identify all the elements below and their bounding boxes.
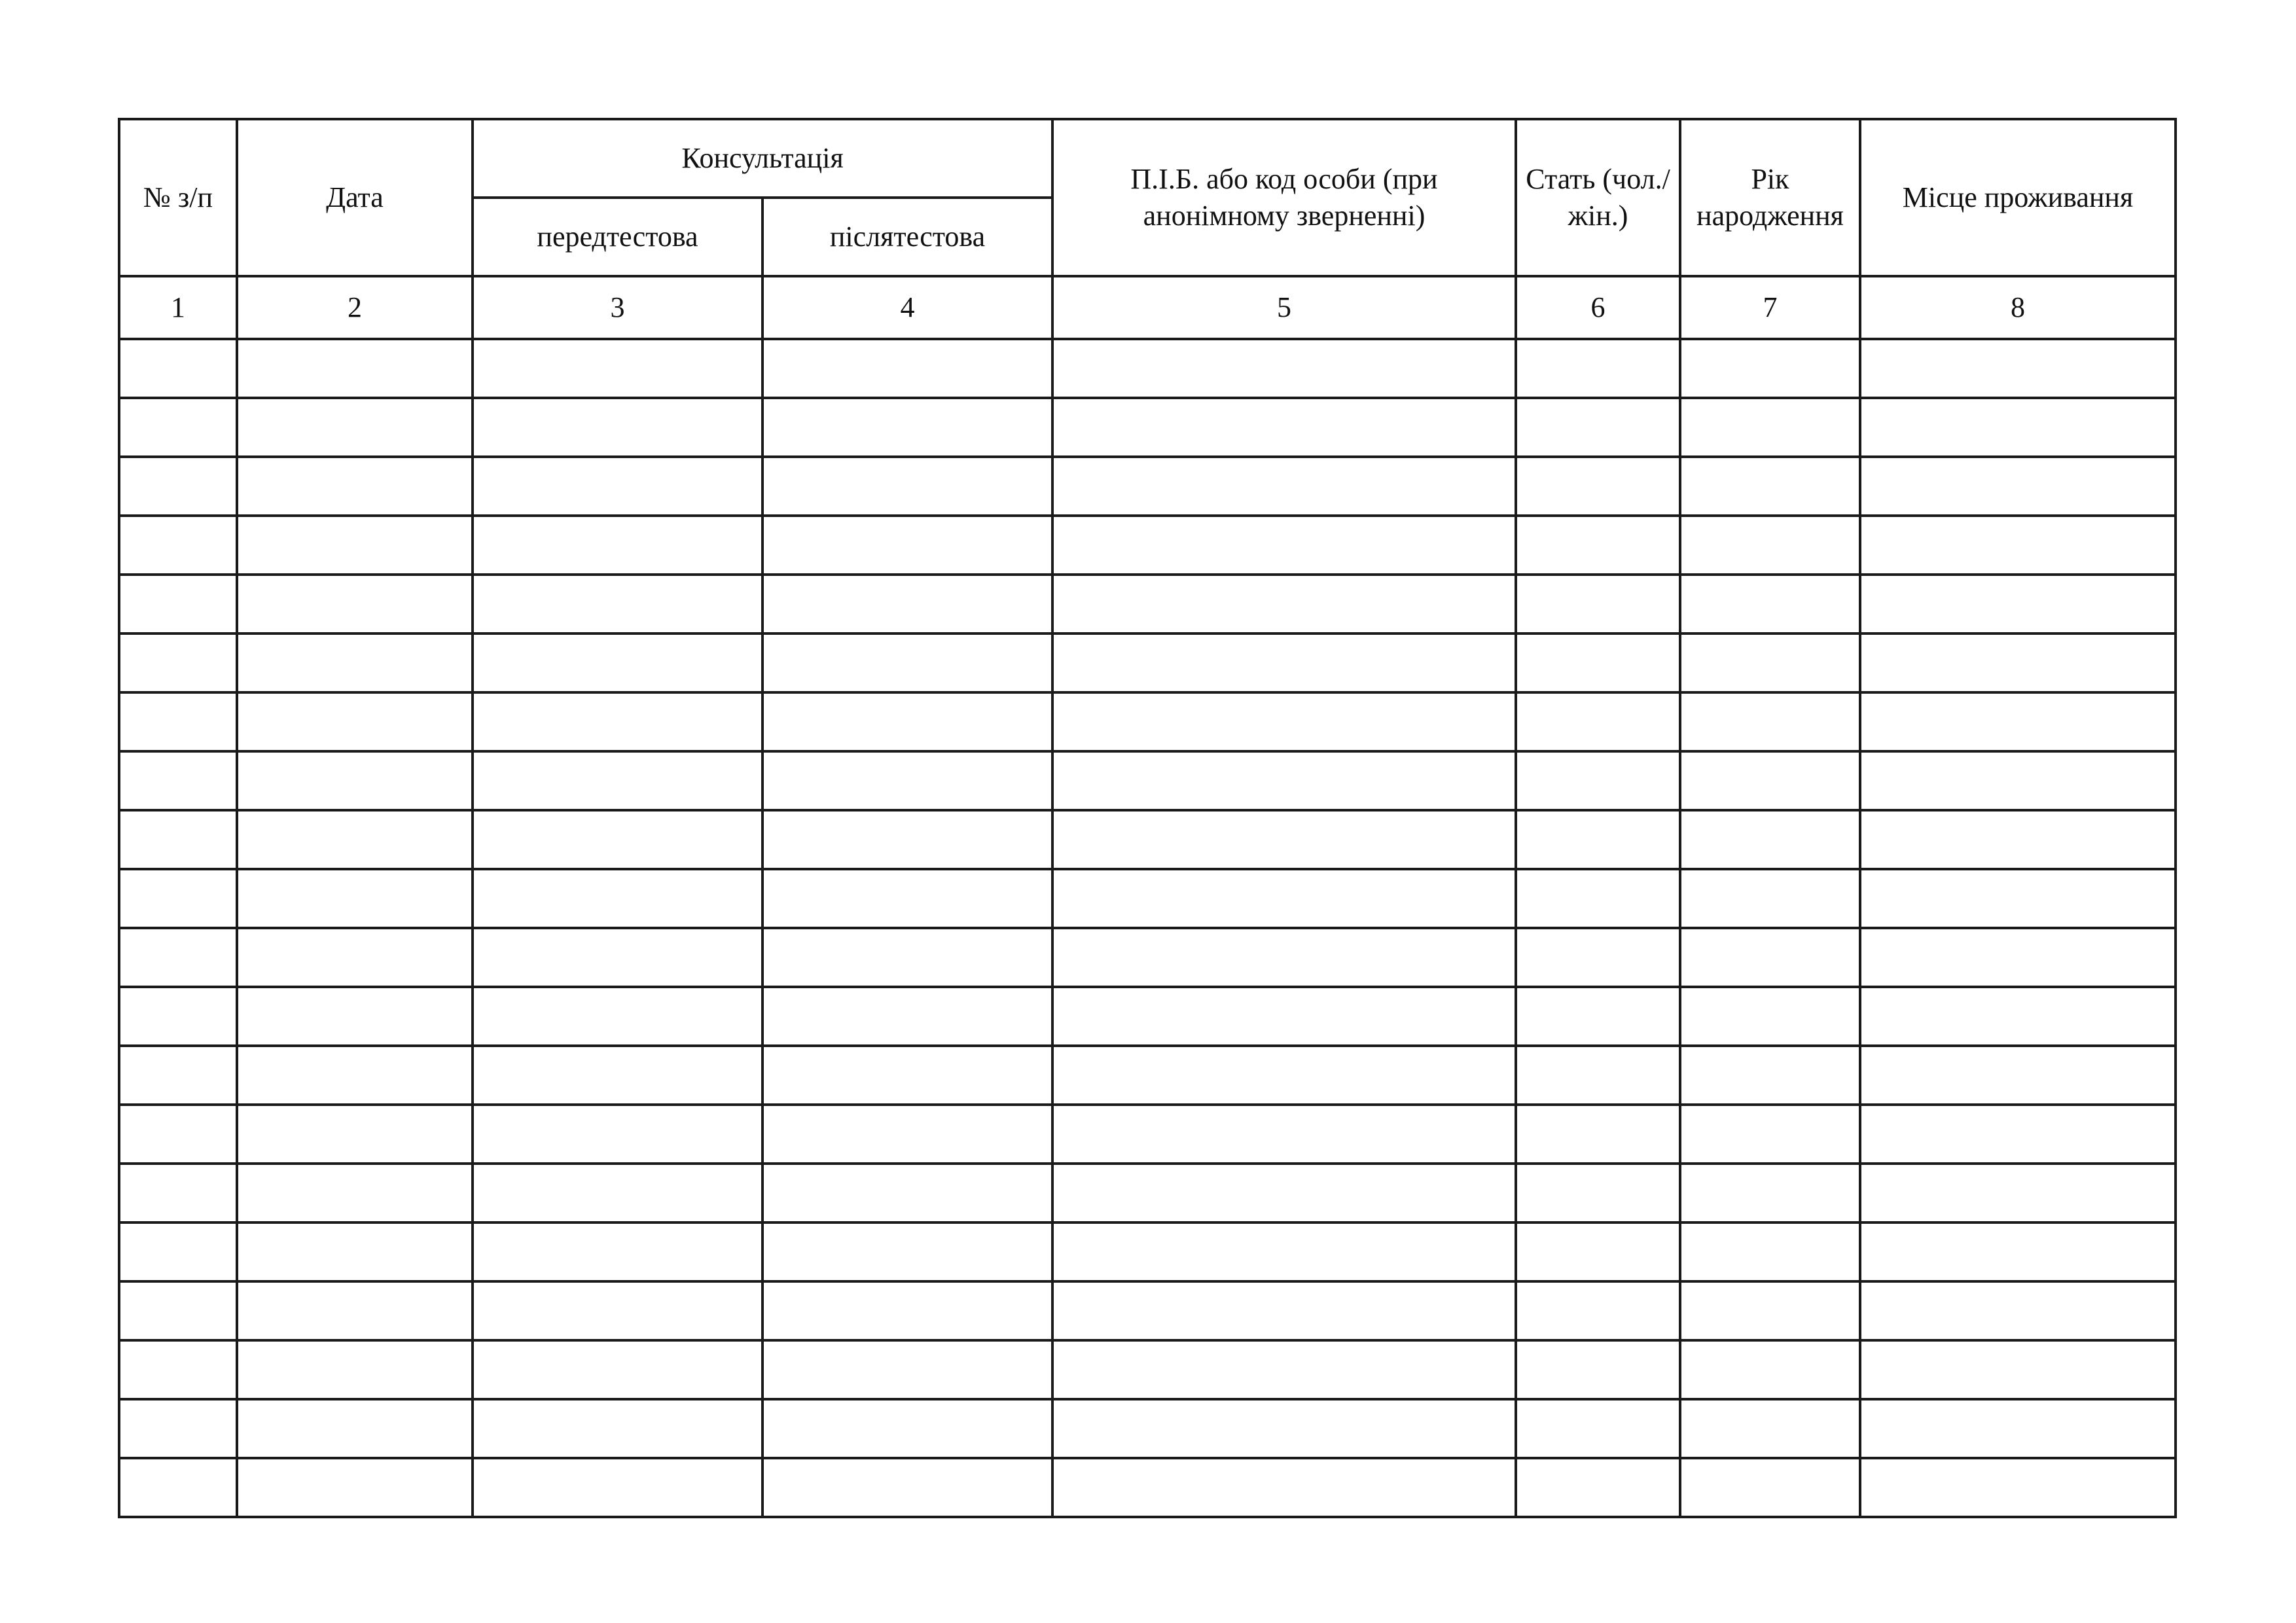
table-cell	[473, 1222, 762, 1281]
table-cell	[1516, 1281, 1680, 1340]
table-cell	[1052, 1281, 1516, 1340]
table-cell	[1052, 398, 1516, 457]
table-cell	[762, 1222, 1052, 1281]
table-cell	[1516, 1399, 1680, 1458]
table-cell	[1516, 1340, 1680, 1399]
table-cell	[1860, 692, 2176, 751]
table-cell	[762, 457, 1052, 516]
table-cell	[1516, 398, 1680, 457]
table-cell	[762, 575, 1052, 633]
table-cell	[1680, 1458, 1860, 1517]
table-cell	[119, 516, 237, 575]
table-cell	[1860, 810, 2176, 869]
table-cell	[762, 1164, 1052, 1222]
table-cell	[119, 810, 237, 869]
table-cell	[1052, 1222, 1516, 1281]
table-cell	[762, 339, 1052, 398]
table-cell	[1680, 928, 1860, 987]
table-row	[119, 810, 2176, 869]
table-cell	[237, 1281, 473, 1340]
table-cell	[1516, 869, 1680, 928]
table-cell	[1052, 692, 1516, 751]
table-cell	[1052, 516, 1516, 575]
table-cell	[1516, 1222, 1680, 1281]
table-row	[119, 1222, 2176, 1281]
table-cell	[473, 633, 762, 692]
table-row	[119, 869, 2176, 928]
table-cell	[1052, 1458, 1516, 1517]
table-cell	[1860, 1222, 2176, 1281]
table-cell	[1516, 810, 1680, 869]
table-cell	[1680, 633, 1860, 692]
table-cell	[762, 1046, 1052, 1105]
table-cell	[1516, 339, 1680, 398]
table-cell	[1860, 1340, 2176, 1399]
table-cell	[237, 1340, 473, 1399]
table-cell	[119, 1340, 237, 1399]
table-cell	[473, 398, 762, 457]
table-cell	[762, 928, 1052, 987]
column-number: 6	[1516, 276, 1680, 339]
table-cell	[762, 810, 1052, 869]
table-row	[119, 339, 2176, 398]
table-cell	[1680, 987, 1860, 1046]
table-cell	[762, 1105, 1052, 1164]
header-residence: Місце проживання	[1860, 119, 2176, 276]
table-cell	[1052, 1164, 1516, 1222]
table-cell	[473, 457, 762, 516]
table-cell	[473, 987, 762, 1046]
register-table	[118, 118, 2177, 1518]
table-row	[119, 575, 2176, 633]
table-cell	[237, 810, 473, 869]
table-cell	[237, 398, 473, 457]
table-row	[119, 457, 2176, 516]
table-cell	[237, 928, 473, 987]
table-cell	[1052, 633, 1516, 692]
table-cell	[762, 987, 1052, 1046]
table-row	[119, 1281, 2176, 1340]
table-cell	[1516, 1105, 1680, 1164]
table-cell	[1680, 751, 1860, 810]
table-cell	[1680, 1164, 1860, 1222]
table-row	[119, 1046, 2176, 1105]
table-cell	[1680, 1340, 1860, 1399]
table-cell	[1052, 928, 1516, 987]
table-cell	[473, 928, 762, 987]
table-cell	[1516, 928, 1680, 987]
header-row	[119, 119, 2176, 198]
table-cell	[1860, 869, 2176, 928]
table-cell	[237, 1222, 473, 1281]
table-cell	[1680, 1105, 1860, 1164]
table-cell	[237, 575, 473, 633]
column-number-row	[119, 276, 2176, 339]
table-cell	[1860, 339, 2176, 398]
table-cell	[473, 575, 762, 633]
table-cell	[1680, 339, 1860, 398]
header-sex: Стать (чол./жін.)	[1516, 119, 1680, 276]
table-cell	[237, 1164, 473, 1222]
table-cell	[1516, 575, 1680, 633]
table-row	[119, 516, 2176, 575]
column-number: 1	[119, 276, 237, 339]
table-cell	[762, 633, 1052, 692]
column-number: 7	[1680, 276, 1860, 339]
table-cell	[1516, 1164, 1680, 1222]
table-row	[119, 751, 2176, 810]
table-cell	[1680, 1281, 1860, 1340]
column-number: 3	[473, 276, 762, 339]
table-cell	[237, 516, 473, 575]
table-cell	[119, 1458, 237, 1517]
table-cell	[119, 928, 237, 987]
table-cell	[1860, 987, 2176, 1046]
table-cell	[473, 751, 762, 810]
table-cell	[119, 869, 237, 928]
table-cell	[1516, 633, 1680, 692]
table-cell	[237, 869, 473, 928]
table-cell	[1052, 1105, 1516, 1164]
table-cell	[1052, 869, 1516, 928]
table-cell	[1680, 1046, 1860, 1105]
table-cell	[119, 1164, 237, 1222]
table-cell	[473, 1458, 762, 1517]
table-row	[119, 1105, 2176, 1164]
table-cell	[473, 339, 762, 398]
column-number: 5	[1052, 276, 1516, 339]
table-cell	[119, 1399, 237, 1458]
table-row	[119, 928, 2176, 987]
table-cell	[119, 339, 237, 398]
column-number: 4	[762, 276, 1052, 339]
table-row	[119, 1164, 2176, 1222]
table-row	[119, 1399, 2176, 1458]
table-cell	[1052, 1399, 1516, 1458]
table-cell	[1052, 1340, 1516, 1399]
table-cell	[1860, 575, 2176, 633]
table-cell	[1860, 633, 2176, 692]
table-cell	[762, 1281, 1052, 1340]
table-cell	[762, 869, 1052, 928]
table-cell	[473, 516, 762, 575]
table-cell	[473, 692, 762, 751]
table-cell	[119, 575, 237, 633]
table-cell	[762, 516, 1052, 575]
table-cell	[473, 869, 762, 928]
table-cell	[119, 457, 237, 516]
table-cell	[119, 1105, 237, 1164]
table-cell	[473, 1164, 762, 1222]
table-cell	[1680, 869, 1860, 928]
table-cell	[237, 339, 473, 398]
table-cell	[1052, 810, 1516, 869]
table-cell	[1860, 1281, 2176, 1340]
table-cell	[1052, 751, 1516, 810]
table-cell	[1860, 1399, 2176, 1458]
table-cell	[237, 457, 473, 516]
table-cell	[1052, 987, 1516, 1046]
table-cell	[119, 1281, 237, 1340]
table-cell	[237, 987, 473, 1046]
table-row	[119, 398, 2176, 457]
table-cell	[1516, 751, 1680, 810]
table-cell	[473, 1399, 762, 1458]
table-cell	[1052, 457, 1516, 516]
table-row	[119, 987, 2176, 1046]
table-cell	[762, 1458, 1052, 1517]
table-cell	[1860, 751, 2176, 810]
table-cell	[1516, 692, 1680, 751]
table-cell	[473, 1105, 762, 1164]
table-cell	[762, 751, 1052, 810]
register-body	[119, 339, 2176, 1517]
table-cell	[1516, 1046, 1680, 1105]
table-cell	[1516, 457, 1680, 516]
table-cell	[237, 1105, 473, 1164]
table-row	[119, 1340, 2176, 1399]
table-cell	[1052, 1046, 1516, 1105]
header-post-test: післятестова	[762, 198, 1052, 276]
table-cell	[1680, 516, 1860, 575]
table-cell	[119, 751, 237, 810]
table-cell	[473, 1281, 762, 1340]
table-cell	[1516, 516, 1680, 575]
table-cell	[1516, 1458, 1680, 1517]
table-cell	[473, 810, 762, 869]
table-cell	[473, 1046, 762, 1105]
header-pre-test: передтестова	[473, 198, 762, 276]
table-cell	[1680, 1399, 1860, 1458]
table-cell	[1516, 987, 1680, 1046]
table-cell	[762, 692, 1052, 751]
table-cell	[119, 398, 237, 457]
table-cell	[1680, 398, 1860, 457]
header-consultation: Консультація	[473, 119, 1052, 198]
table-cell	[1860, 516, 2176, 575]
table-cell	[1680, 810, 1860, 869]
table-cell	[1680, 1222, 1860, 1281]
table-cell	[237, 633, 473, 692]
table-cell	[119, 692, 237, 751]
table-cell	[237, 1399, 473, 1458]
table-cell	[1860, 1164, 2176, 1222]
table-cell	[237, 751, 473, 810]
table-cell	[473, 1340, 762, 1399]
table-row	[119, 633, 2176, 692]
table-cell	[1860, 398, 2176, 457]
table-cell	[762, 1340, 1052, 1399]
table-cell	[119, 1222, 237, 1281]
table-cell	[237, 1458, 473, 1517]
column-number: 8	[1860, 276, 2176, 339]
header-name-or-code: П.І.Б. або код особи (при анонімному зверненні)	[1052, 119, 1516, 276]
table-cell	[237, 692, 473, 751]
table-cell	[1860, 928, 2176, 987]
table-cell	[1680, 457, 1860, 516]
table-cell	[1680, 575, 1860, 633]
table-cell	[1860, 457, 2176, 516]
table-cell	[1680, 692, 1860, 751]
table-row	[119, 692, 2176, 751]
table-cell	[119, 987, 237, 1046]
header-date: Дата	[237, 119, 473, 276]
table-cell	[119, 633, 237, 692]
table-cell	[1860, 1105, 2176, 1164]
column-number: 2	[237, 276, 473, 339]
table-cell	[762, 1399, 1052, 1458]
header-number: № з/п	[119, 119, 237, 276]
table-cell	[762, 398, 1052, 457]
table-cell	[1860, 1458, 2176, 1517]
table-cell	[237, 1046, 473, 1105]
table-cell	[1052, 339, 1516, 398]
table-cell	[1860, 1046, 2176, 1105]
table-cell	[119, 1046, 237, 1105]
table-row	[119, 1458, 2176, 1517]
header-birth-year: Рік народження	[1680, 119, 1860, 276]
table-cell	[1052, 575, 1516, 633]
